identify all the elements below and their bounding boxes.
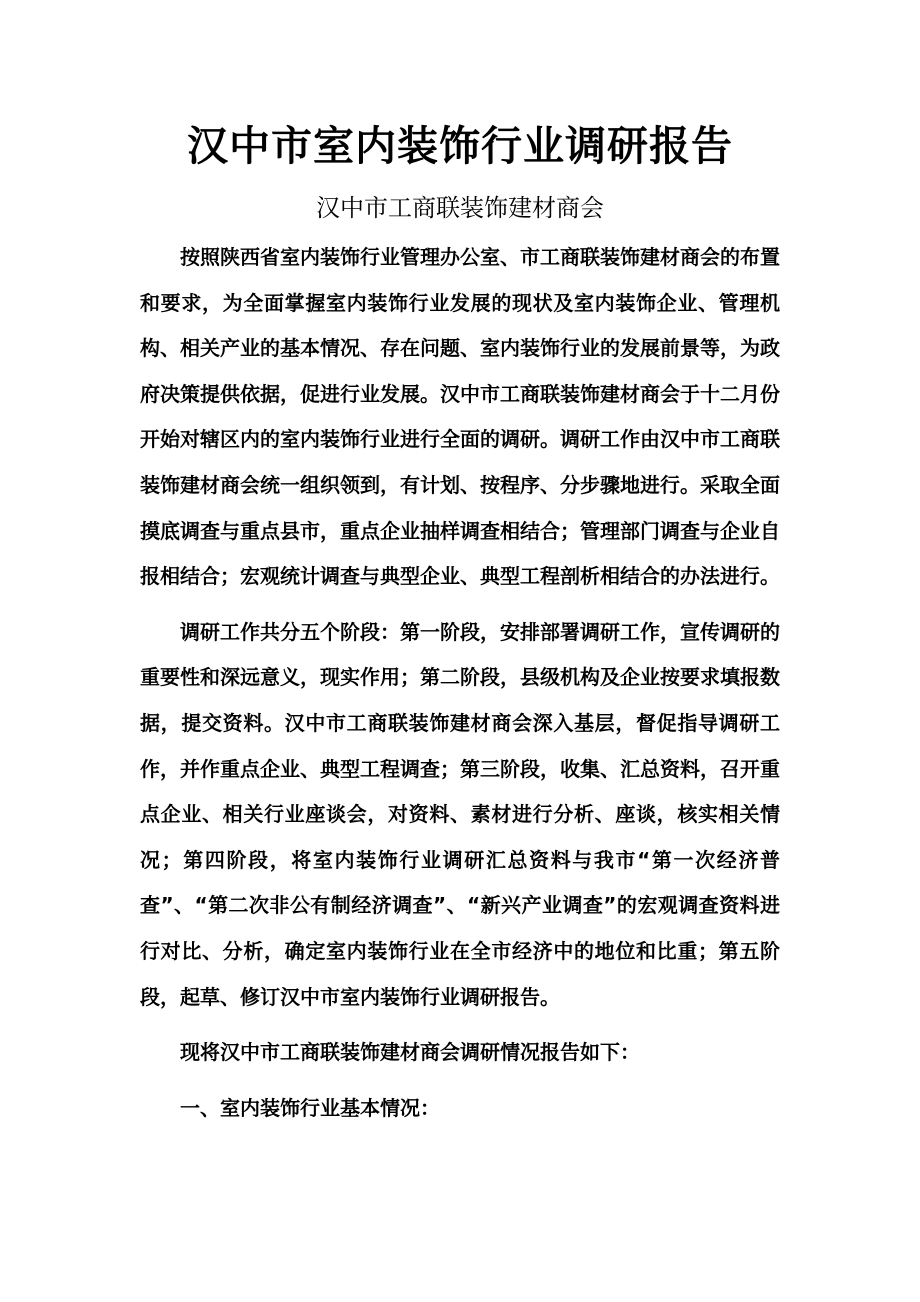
paragraph-gap (140, 1076, 780, 1086)
section-heading: 一、室内装饰行业基本情况： (180, 1095, 440, 1120)
paragraph-gap (140, 1020, 780, 1030)
paragraph-3: 现将汉中市工商联装饰建材商会调研情况报告如下： (180, 1040, 640, 1065)
document-body (140, 235, 780, 1131)
document-title: 汉中市室内装饰行业调研报告 (187, 122, 733, 170)
paragraph-2: 调研工作共分五个阶段：第一阶段，安排部署调研工作，宣传调研的重要性和深远意义，现实作用；第二阶段，县级机构及企业按要求填报数据，提交资料。汉中市工商联装饰建材商会深入基层，督促指导调研工作，并作重点企业、典型工程调查；第三阶段，收集、汇总资料，召开重点企业、相关行业座谈会，对资料、素材进行分析、座谈，核实相关情况；第四阶段，将室内装饰行业调研汇总资料与我市“第一次经济普查”、“第二次非公有制经济调查”、“新兴产业调查”的宏观调查资料进行对比、分析，确定室内装饰行业在全市经济中的地位和比重；第五阶段，起草、修订汉中市室内装饰行业调研报告。 (140, 619, 780, 1009)
document-subtitle: 汉中市工商联装饰建材商会 (316, 194, 604, 222)
paragraph-gap (140, 600, 780, 610)
paragraph-1: 按照陕西省室内装饰行业管理办公室、市工商联装饰建材商会的布置和要求，为全面掌握室内装饰行业发展的现状及室内装饰企业、管理机构、相关产业的基本情况、存在问题、室内装饰行业的发展前景等，为政府决策提供依据，促进行业发展。汉中市工商联装饰建材商会于十二月份开始对辖区内的室内装饰行业进行全面的调研。调研工作由汉中市工商联装饰建材商会统一组织领到，有计划、按程序、分步骤地进行。采取全面摸底调查与重点县市，重点企业抽样调查相结合；管理部门调查与企业自报相结合；宏观统计调查与典型企业、典型工程剖析相结合的办法进行。 (140, 245, 780, 589)
